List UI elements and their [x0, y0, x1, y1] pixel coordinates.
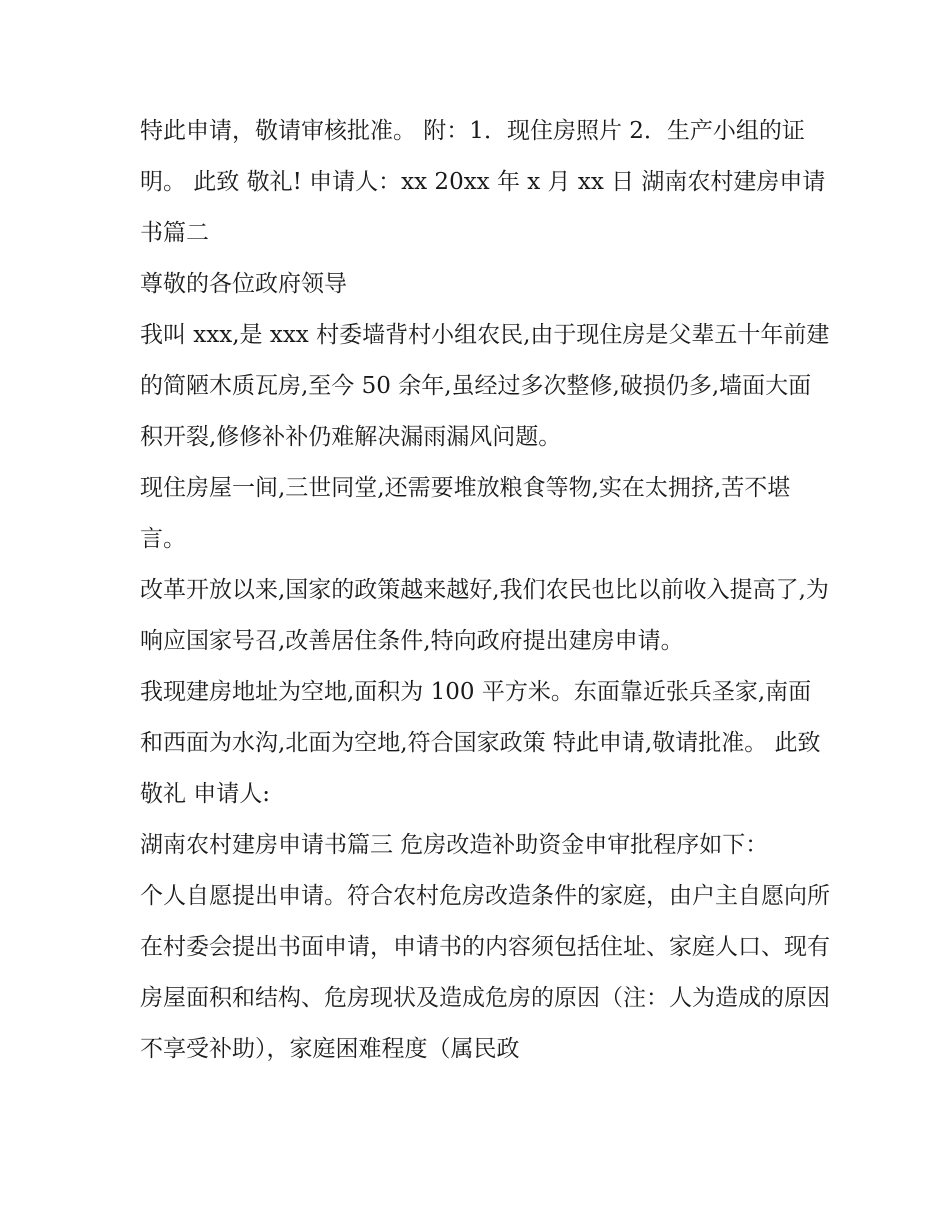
paragraph-current-housing: 现住房屋一间,三世同堂,还需要堆放粮食等物,实在太拥挤,苦不堪言。 [140, 475, 791, 552]
paragraph-application-procedure: 个人自愿提出申请。符合农村危房改造条件的家庭，由户主自愿向所在村委会提出书面申请，申请书的内容须包括住址、家庭人口、现有房屋面积和结构、危房现状及造成危房的原因（注：人为造成的原因不享受补助），家庭困难程度（属民政 [140, 883, 830, 1062]
paragraph-site-address: 我现建房地址为空地,面积为 100 平方米。东面靠近张兵圣家,南面和西面为水沟,北面为空地,符合国家政策 特此申请,敬请批准。 此致 敬礼 申请人: [140, 679, 821, 807]
paragraph-reform-policy: 改革开放以来,国家的政策越来越好,我们农民也比以前收入提高了,为响应国家号召,改善居住条件,特向政府提出建房申请。 [140, 577, 829, 654]
paragraph-salutation: 尊敬的各位政府领导 [140, 271, 347, 297]
paragraph-section-three-heading: 湖南农村建房申请书篇三 危房改造补助资金申审批程序如下： [140, 832, 769, 858]
document-body [140, 106, 830, 1075]
paragraph-introduction: 我叫 xxx,是 xxx 村委墙背村小组农民,由于现住房是父辈五十年前建的简陋木质瓦房,至今 50 余年,虽经过多次整修,破损仍多,墙面大面积开裂,修修补补仍难解决漏雨漏风问题。 [140, 322, 830, 450]
paragraph-approval-request: 特此申请，敬请审核批准。 附：1．现住房照片 2．生产小组的证明。 此致 敬礼! 申请人：xx 20xx 年 x 月 xx 日 湖南农村建房申请书篇二 [140, 118, 826, 246]
